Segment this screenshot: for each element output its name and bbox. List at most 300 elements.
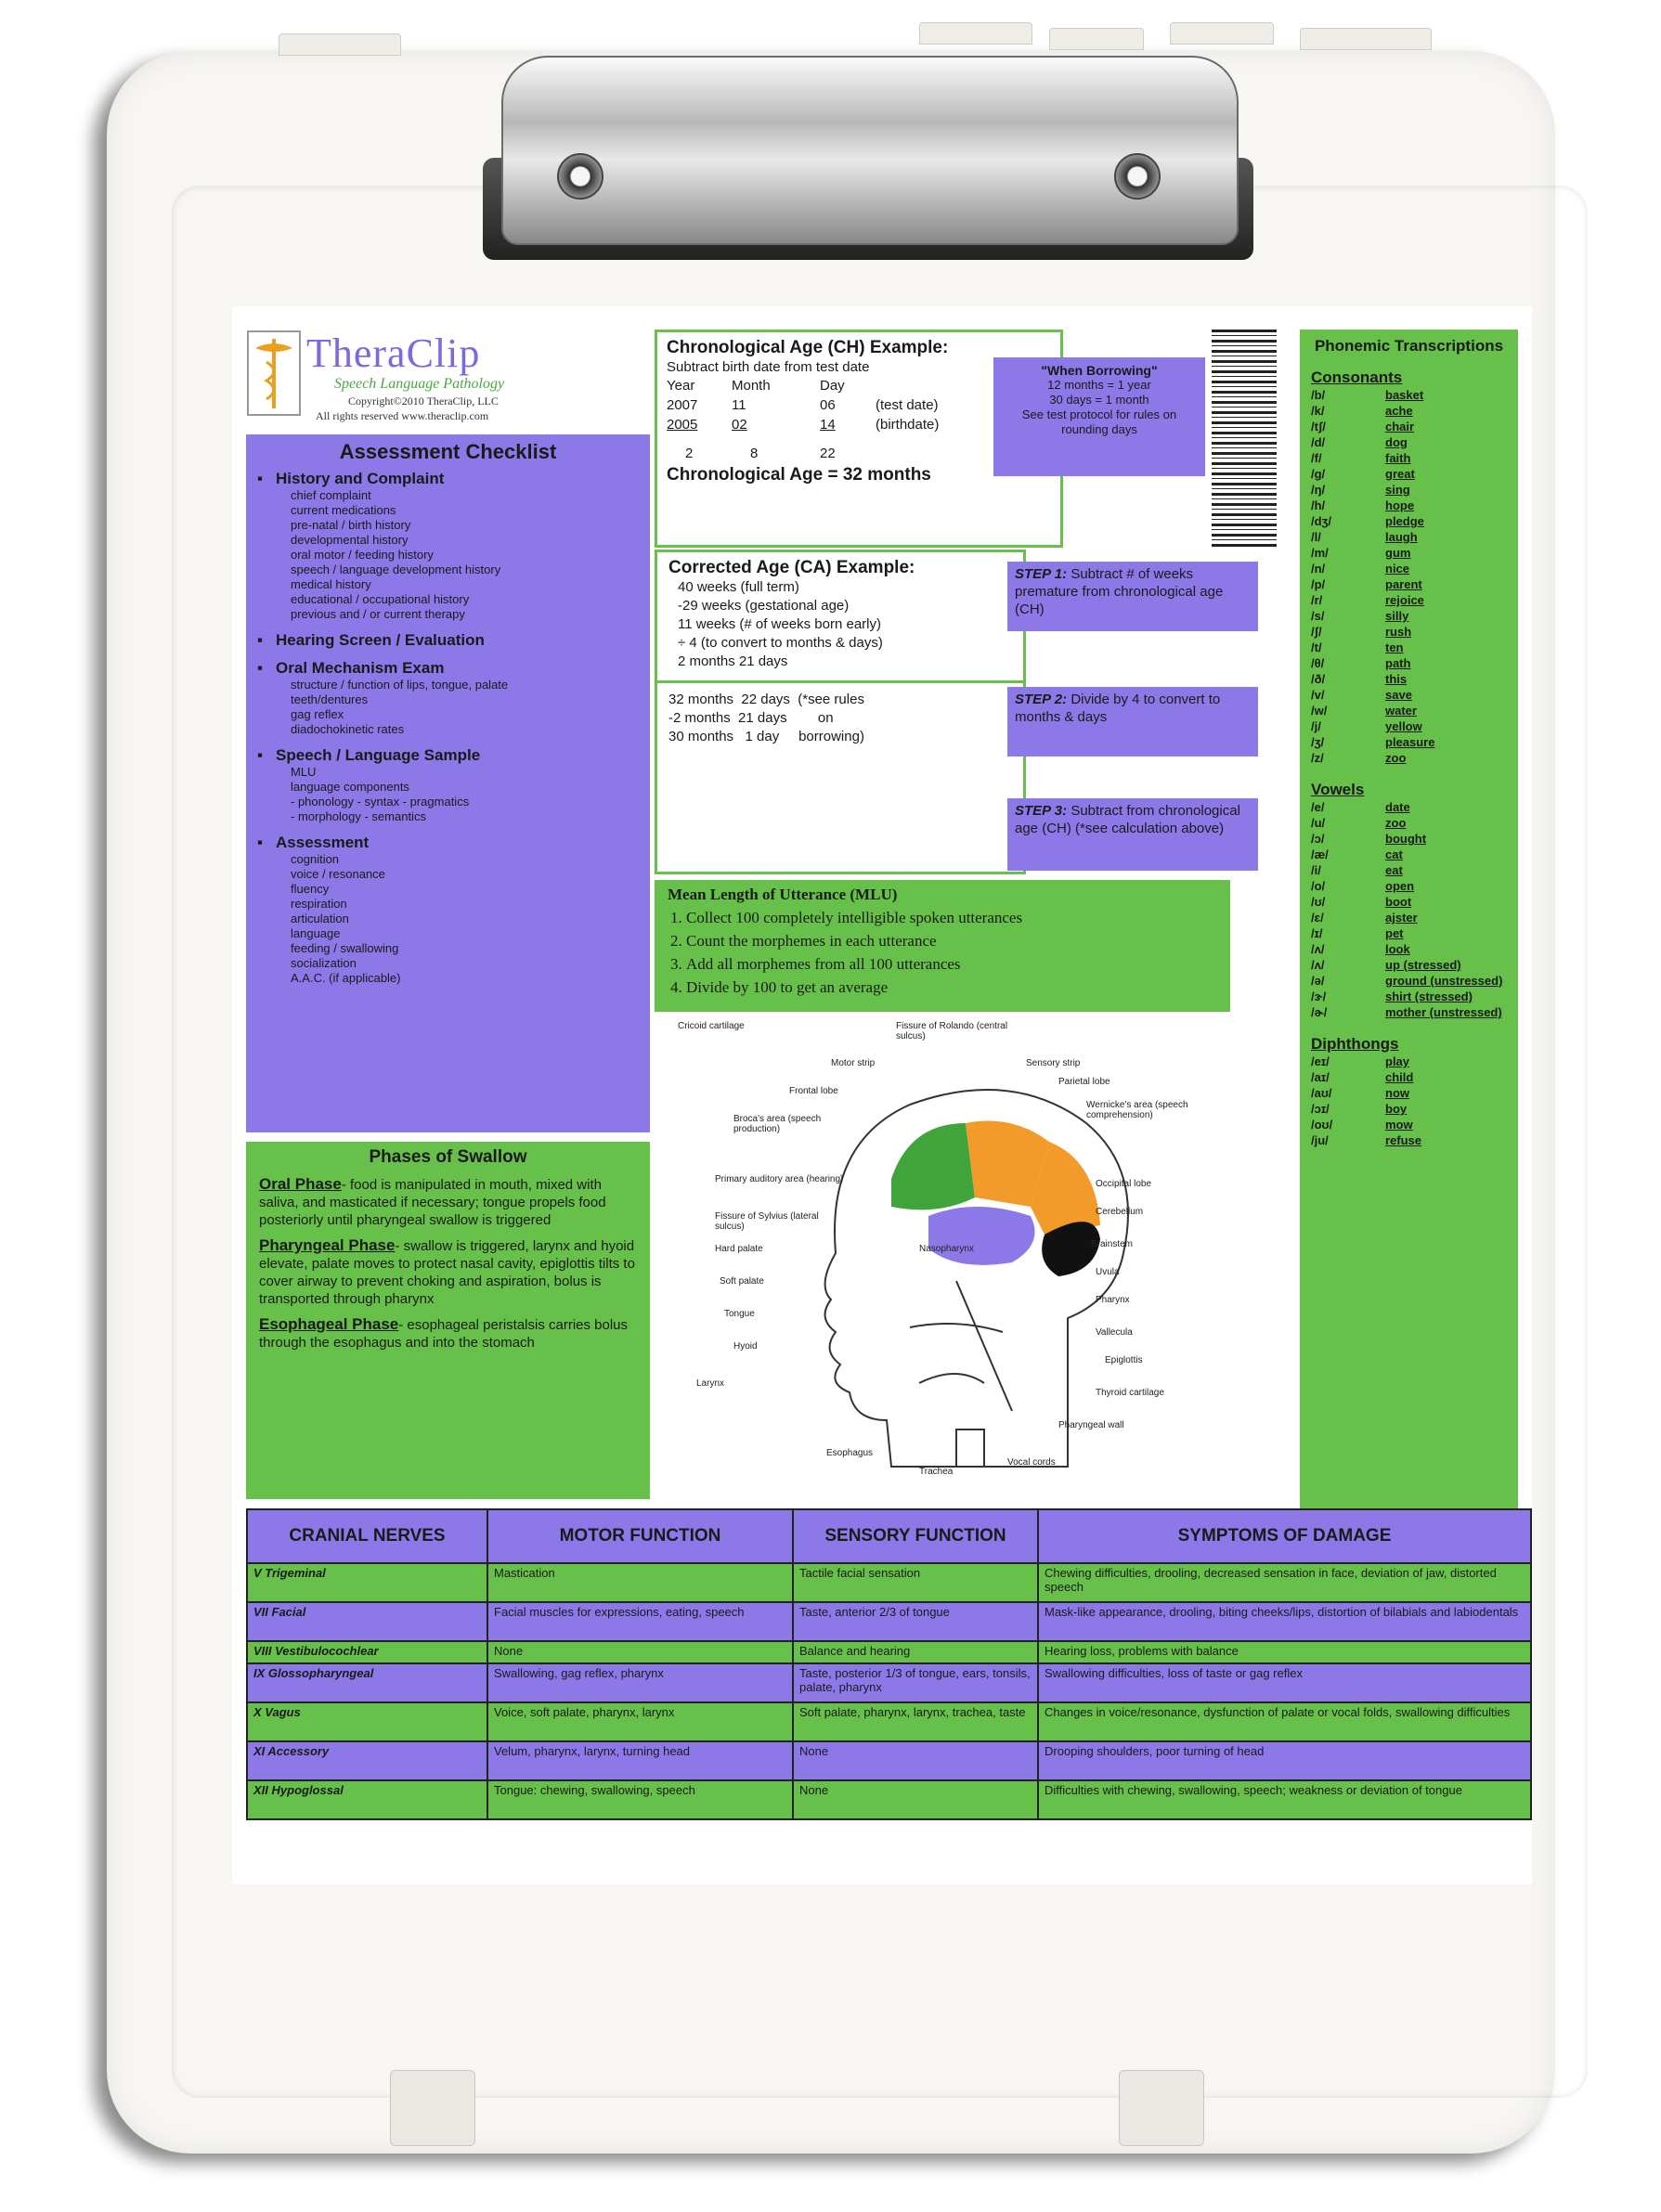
checklist-item: gag reflex bbox=[291, 707, 344, 721]
ca-lines bbox=[668, 578, 1012, 671]
phoneme-symbol: /i/ bbox=[1311, 863, 1321, 877]
phoneme-row bbox=[1311, 957, 1507, 973]
checklist-item: speech / language development history bbox=[291, 563, 501, 576]
checklist-item: MLU bbox=[291, 765, 317, 779]
phase-text: - esophageal peristalsis carries bolus through the esophagus and into the stomach bbox=[259, 1317, 629, 1351]
phoneme-example: ground (unstressed) bbox=[1385, 974, 1503, 988]
borrowing-line: See test protocol for rules on rounding days bbox=[1021, 407, 1177, 436]
checklist-item: educational / occupational history bbox=[291, 592, 470, 606]
phase-text: - food is manipulated in mouth, mixed with saliva, and masticated if necessary; tongue propels food posteriorly until pharyngeal swallow is triggered bbox=[259, 1177, 606, 1228]
anatomy-label: Pharynx bbox=[1096, 1295, 1130, 1305]
phoneme-example: great bbox=[1385, 467, 1415, 481]
phoneme-symbol: /ju/ bbox=[1311, 1133, 1329, 1147]
clipboard-tab bbox=[1049, 28, 1144, 50]
checklist-item: - phonology - syntax - pragmatics bbox=[291, 795, 470, 808]
phoneme-symbol: /oʊ/ bbox=[1311, 1118, 1333, 1132]
table-cell: Swallowing, gag reflex, pharynx bbox=[487, 1663, 793, 1702]
table-cell: XII Hypoglossal bbox=[247, 1780, 487, 1819]
anatomy-label: Occipital lobe bbox=[1096, 1179, 1152, 1189]
checklist-item: diadochokinetic rates bbox=[291, 722, 405, 736]
metal-clip[interactable] bbox=[501, 56, 1239, 245]
checklist-item: respiration bbox=[291, 897, 347, 911]
phoneme-row bbox=[1311, 482, 1507, 498]
anatomy-label: Brainstem bbox=[1091, 1239, 1134, 1249]
table-row bbox=[247, 1663, 1531, 1702]
phoneme-symbol: /tʃ/ bbox=[1311, 420, 1326, 433]
assessment-sections bbox=[257, 470, 639, 986]
phoneme-symbol: /ɚ/ bbox=[1311, 1005, 1328, 1019]
ch-cell: (birthdate) bbox=[876, 417, 940, 433]
step-text: Subtract from chronological age (CH) (*see calculation above) bbox=[1015, 803, 1240, 836]
borrowing-line: 12 months = 1 year bbox=[1047, 378, 1151, 392]
anatomy-label: Hard palate bbox=[715, 1244, 763, 1254]
table-cell: Taste, anterior 2/3 of tongue bbox=[793, 1602, 1038, 1641]
phoneme-example: boot bbox=[1385, 895, 1412, 909]
phoneme-symbol: /d/ bbox=[1311, 435, 1326, 449]
phoneme-example: cat bbox=[1385, 847, 1403, 861]
phoneme-example: pledge bbox=[1385, 514, 1424, 528]
phoneme-row bbox=[1311, 513, 1507, 529]
phoneme-symbol: /o/ bbox=[1311, 879, 1326, 893]
checklist-item: language components bbox=[291, 780, 409, 794]
phoneme-example: chair bbox=[1385, 420, 1415, 433]
step-2-box bbox=[1007, 687, 1258, 757]
borrowing-line: 30 days = 1 month bbox=[1049, 393, 1149, 407]
brand-name: TheraClip bbox=[306, 330, 481, 376]
phoneme-example: ten bbox=[1385, 640, 1404, 654]
clipboard-tab bbox=[1300, 28, 1432, 50]
checklist-item: chief complaint bbox=[291, 488, 371, 502]
phoneme-row bbox=[1311, 718, 1507, 734]
table-cell: IX Glossopharyngeal bbox=[247, 1663, 487, 1702]
phoneme-row bbox=[1311, 750, 1507, 766]
ca-calculation bbox=[657, 680, 1023, 746]
table-cell: Mastication bbox=[487, 1563, 793, 1602]
ch-cell: 2007 bbox=[667, 397, 698, 413]
phoneme-row bbox=[1311, 450, 1507, 466]
phoneme-row bbox=[1311, 403, 1507, 419]
ch-cell: 2005 bbox=[667, 417, 698, 433]
when-borrowing-box bbox=[993, 357, 1205, 476]
anatomy-label: Soft palate bbox=[720, 1276, 764, 1287]
table-cell: Tactile facial sensation bbox=[793, 1563, 1038, 1602]
ca-calc-line: 32 months 22 days (*see rules bbox=[668, 692, 864, 707]
ca-calc-line: -2 months 21 days on bbox=[668, 710, 834, 726]
anatomy-label: Wernicke's area (speech comprehension) bbox=[1086, 1100, 1188, 1120]
ca-line: -29 weeks (gestational age) bbox=[678, 598, 850, 614]
anatomy-label: Broca's area (speech production) bbox=[733, 1114, 822, 1134]
anatomy-label: Epiglottis bbox=[1105, 1355, 1143, 1365]
diphthongs-label: Diphthongs bbox=[1311, 1035, 1399, 1053]
phoneme-row bbox=[1311, 545, 1507, 561]
clipboard-tab bbox=[1170, 22, 1274, 45]
phoneme-example: pet bbox=[1385, 926, 1404, 940]
checklist-item: structure / function of lips, tongue, palate bbox=[291, 678, 509, 692]
phoneme-symbol: /ɔ/ bbox=[1311, 832, 1325, 846]
table-cell: Changes in voice/resonance, dysfunction of palate or vocal folds, swallowing difficulties bbox=[1038, 1702, 1531, 1741]
step-text: Subtract # of weeks premature from chronological age (CH) bbox=[1015, 566, 1224, 617]
phoneme-row bbox=[1311, 1101, 1507, 1117]
checklist-item: current medications bbox=[291, 503, 396, 517]
phoneme-symbol: /dʒ/ bbox=[1311, 514, 1332, 528]
phoneme-symbol: /t/ bbox=[1311, 640, 1322, 654]
phoneme-symbol: /m/ bbox=[1311, 546, 1329, 560]
table-cell: VII Facial bbox=[247, 1602, 487, 1641]
anatomy-label: Fissure of Sylvius (lateral sulcus) bbox=[715, 1211, 819, 1232]
ch-col: Day bbox=[820, 378, 845, 394]
phoneme-row bbox=[1311, 434, 1507, 450]
phoneme-row bbox=[1311, 608, 1507, 624]
phoneme-row bbox=[1311, 831, 1507, 847]
table-cell: Balance and hearing bbox=[793, 1641, 1038, 1663]
phoneme-example: mother (unstressed) bbox=[1385, 1005, 1502, 1019]
table-cell: XI Accessory bbox=[247, 1741, 487, 1780]
assessment-title: Assessment Checklist bbox=[339, 440, 557, 463]
phoneme-symbol: /b/ bbox=[1311, 388, 1326, 402]
clipboard-tab bbox=[919, 22, 1032, 45]
rivet-icon bbox=[557, 153, 603, 200]
phoneme-row bbox=[1311, 815, 1507, 831]
phoneme-symbol: /ɪ/ bbox=[1311, 926, 1323, 940]
phoneme-example: now bbox=[1385, 1086, 1409, 1100]
phoneme-row bbox=[1311, 1004, 1507, 1020]
hinge bbox=[390, 2070, 475, 2146]
ch-cell: 11 bbox=[732, 397, 746, 413]
swallow-phases bbox=[259, 1175, 637, 1352]
phoneme-example: refuse bbox=[1385, 1133, 1422, 1147]
phoneme-example: water bbox=[1385, 704, 1417, 718]
vowels-label: Vowels bbox=[1311, 781, 1365, 798]
ch-cell: 02 bbox=[732, 417, 747, 433]
phoneme-example: look bbox=[1385, 942, 1410, 956]
phoneme-row bbox=[1311, 1132, 1507, 1148]
anatomy-label: Nasopharynx bbox=[919, 1244, 974, 1254]
phoneme-row bbox=[1311, 640, 1507, 655]
table-cell: V Trigeminal bbox=[247, 1563, 487, 1602]
table-row bbox=[247, 1641, 1531, 1663]
phoneme-row bbox=[1311, 561, 1507, 576]
hinge bbox=[1119, 2070, 1204, 2146]
anatomy-label: Sensory strip bbox=[1026, 1058, 1081, 1068]
ch-cell: 06 bbox=[820, 397, 836, 413]
anatomy-label: Esophagus bbox=[826, 1448, 874, 1458]
mlu-title: Mean Length of Utterance (MLU) bbox=[668, 886, 898, 903]
anatomy-label: Cerebellum bbox=[1096, 1207, 1144, 1217]
step-3-box bbox=[1007, 798, 1258, 871]
table-row bbox=[247, 1741, 1531, 1780]
phoneme-example: play bbox=[1385, 1054, 1410, 1068]
step-1-box bbox=[1007, 562, 1258, 631]
phoneme-symbol: /ʌ/ bbox=[1311, 942, 1325, 956]
checklist-item: previous and / or current therapy bbox=[291, 607, 465, 621]
phase-name: Esophageal Phase bbox=[259, 1315, 399, 1333]
phoneme-example: faith bbox=[1385, 451, 1411, 465]
checklist-item: developmental history bbox=[291, 533, 409, 547]
phoneme-example: yellow bbox=[1385, 719, 1422, 733]
phoneme-row bbox=[1311, 1117, 1507, 1132]
phoneme-row bbox=[1311, 941, 1507, 957]
table-header: SENSORY FUNCTION bbox=[793, 1509, 1038, 1563]
table-row bbox=[247, 1602, 1531, 1641]
phoneme-example: shirt (stressed) bbox=[1385, 990, 1473, 1003]
phoneme-symbol: /ɔɪ/ bbox=[1311, 1102, 1330, 1116]
phoneme-symbol: /aɪ/ bbox=[1311, 1070, 1330, 1084]
phoneme-symbol: /j/ bbox=[1311, 719, 1321, 733]
phoneme-example: eat bbox=[1385, 863, 1403, 877]
phonemic-title: Phonemic Transcriptions bbox=[1314, 337, 1504, 355]
checklist-item: language bbox=[291, 926, 341, 940]
table-cell: Hearing loss, problems with balance bbox=[1038, 1641, 1531, 1663]
phoneme-symbol: /l/ bbox=[1311, 530, 1321, 544]
checklist-heading: ▪ Assessment bbox=[257, 834, 639, 852]
phase-text: - swallow is triggered, larynx and hyoid elevate, palate moves to protect nasal cavity, epiglottis tilts to cover airway to prevent choking and aspiration, bolus is transported through pharynx bbox=[259, 1238, 635, 1307]
table-cell: Voice, soft palate, pharynx, larynx bbox=[487, 1702, 793, 1741]
phoneme-row bbox=[1311, 1054, 1507, 1069]
table-cell: Soft palate, pharynx, larynx, trachea, taste bbox=[793, 1702, 1038, 1741]
ch-result: 22 bbox=[820, 446, 836, 461]
table-cell: Tongue: chewing, swallowing, speech bbox=[487, 1780, 793, 1819]
phases-of-swallow bbox=[246, 1142, 650, 1499]
rights: All rights reserved www.theraclip.com bbox=[316, 409, 489, 422]
phoneme-symbol: /h/ bbox=[1311, 498, 1326, 512]
phoneme-row bbox=[1311, 925, 1507, 941]
phoneme-row bbox=[1311, 592, 1507, 608]
phoneme-example: hope bbox=[1385, 498, 1415, 512]
cranial-nerves-table bbox=[246, 1508, 1532, 1880]
ca-calc-line: 30 months 1 day borrowing) bbox=[668, 729, 864, 744]
phoneme-symbol: /v/ bbox=[1311, 688, 1325, 702]
phoneme-row bbox=[1311, 576, 1507, 592]
phoneme-example: child bbox=[1385, 1070, 1414, 1084]
phoneme-example: gum bbox=[1385, 546, 1411, 560]
phoneme-example: mow bbox=[1385, 1118, 1413, 1132]
phoneme-symbol: /w/ bbox=[1311, 704, 1328, 718]
phoneme-row bbox=[1311, 847, 1507, 862]
phoneme-symbol: /eɪ/ bbox=[1311, 1054, 1330, 1068]
phoneme-row bbox=[1311, 529, 1507, 545]
phoneme-example: zoo bbox=[1385, 816, 1407, 830]
checklist-item: feeding / swallowing bbox=[291, 941, 399, 955]
phoneme-row bbox=[1311, 703, 1507, 718]
anatomy-label: Frontal lobe bbox=[789, 1086, 838, 1096]
phoneme-row bbox=[1311, 387, 1507, 403]
caduceus-icon bbox=[246, 330, 302, 418]
table-cell: None bbox=[487, 1641, 793, 1663]
copyright: Copyright©2010 TheraClip, LLC bbox=[348, 395, 499, 407]
anatomy-label: Vallecula bbox=[1096, 1327, 1133, 1338]
phoneme-symbol: /æ/ bbox=[1311, 847, 1329, 861]
phoneme-example: silly bbox=[1385, 609, 1409, 623]
table-cell: Facial muscles for expressions, eating, speech bbox=[487, 1602, 793, 1641]
ch-title: Chronological Age (CH) Example: bbox=[667, 338, 949, 357]
consonants-label: Consonants bbox=[1311, 369, 1403, 386]
anatomy-label: Thyroid cartilage bbox=[1096, 1388, 1164, 1398]
step-label: STEP 2: bbox=[1015, 692, 1068, 707]
phoneme-example: laugh bbox=[1385, 530, 1418, 544]
phoneme-row bbox=[1311, 655, 1507, 671]
phoneme-example: nice bbox=[1385, 562, 1410, 576]
table-cell: VIII Vestibulocochlear bbox=[247, 1641, 487, 1663]
phoneme-symbol: /θ/ bbox=[1311, 656, 1325, 670]
phoneme-symbol: /ʌ/ bbox=[1311, 958, 1325, 972]
phoneme-symbol: /f/ bbox=[1311, 451, 1322, 465]
table-cell: Chewing difficulties, drooling, decreased sensation in face, deviation of jaw, distorted speech bbox=[1038, 1563, 1531, 1602]
anatomy-label: Uvula bbox=[1096, 1267, 1120, 1277]
step-label: STEP 1: bbox=[1015, 566, 1068, 582]
ch-result: 2 bbox=[685, 446, 694, 461]
ca-line: 2 months 21 days bbox=[678, 653, 788, 669]
phoneme-row bbox=[1311, 973, 1507, 989]
theraclip-logo bbox=[246, 330, 655, 432]
checklist-item: articulation bbox=[291, 912, 349, 925]
phoneme-example: zoo bbox=[1385, 751, 1407, 765]
phoneme-symbol: /g/ bbox=[1311, 467, 1326, 481]
mlu-step: 2. Count the morphemes in each utterance bbox=[686, 929, 1217, 952]
step-text: Divide by 4 to convert to months & days bbox=[1015, 692, 1221, 725]
phonemic-transcriptions bbox=[1300, 330, 1518, 1508]
table-header: MOTOR FUNCTION bbox=[487, 1509, 793, 1563]
table-cell: X Vagus bbox=[247, 1702, 487, 1741]
table-cell: None bbox=[793, 1741, 1038, 1780]
checklist-item: teeth/dentures bbox=[291, 692, 369, 706]
table-row bbox=[247, 1563, 1531, 1602]
mlu-box bbox=[655, 880, 1230, 1012]
table-cell: Velum, pharynx, larynx, turning head bbox=[487, 1741, 793, 1780]
phoneme-symbol: /n/ bbox=[1311, 562, 1326, 576]
phoneme-example: rejoice bbox=[1385, 593, 1424, 607]
head-anatomy-illustration bbox=[678, 1021, 1235, 1504]
ch-col: Month bbox=[732, 378, 771, 394]
anatomy-label: Parietal lobe bbox=[1058, 1077, 1110, 1087]
phoneme-row bbox=[1311, 1085, 1507, 1101]
ch-instruction: Subtract birth date from test date bbox=[667, 359, 870, 375]
checklist-heading: ▪ Hearing Screen / Evaluation bbox=[257, 631, 639, 650]
borrowing-title: "When Borrowing" bbox=[1041, 363, 1158, 378]
table-cell: Taste, posterior 1/3 of tongue, ears, tonsils, palate, pharynx bbox=[793, 1663, 1038, 1702]
phoneme-row bbox=[1311, 671, 1507, 687]
phoneme-symbol: /ŋ/ bbox=[1311, 483, 1326, 497]
phoneme-row bbox=[1311, 862, 1507, 878]
phoneme-symbol: /ə/ bbox=[1311, 974, 1325, 988]
phoneme-symbol: /p/ bbox=[1311, 577, 1326, 591]
phoneme-row bbox=[1311, 687, 1507, 703]
barcode-icon bbox=[1212, 330, 1277, 548]
table-header: SYMPTOMS OF DAMAGE bbox=[1038, 1509, 1531, 1563]
phoneme-symbol: /ʒ/ bbox=[1311, 735, 1325, 749]
phoneme-example: parent bbox=[1385, 577, 1422, 591]
phoneme-symbol: /ʊ/ bbox=[1311, 895, 1326, 909]
swallow-phase bbox=[259, 1315, 637, 1352]
phoneme-example: dog bbox=[1385, 435, 1408, 449]
phoneme-example: basket bbox=[1385, 388, 1424, 402]
phoneme-row bbox=[1311, 894, 1507, 910]
rivet-icon bbox=[1114, 153, 1161, 200]
checklist-item: cognition bbox=[291, 852, 340, 866]
anatomy-label: Hyoid bbox=[733, 1341, 758, 1352]
checklist-item: socialization bbox=[291, 956, 357, 970]
ca-line: 40 weeks (full term) bbox=[678, 579, 799, 595]
table-row bbox=[247, 1780, 1531, 1819]
checklist-item: oral motor / feeding history bbox=[291, 548, 434, 562]
phoneme-symbol: /ð/ bbox=[1311, 672, 1326, 686]
phoneme-row bbox=[1311, 498, 1507, 513]
phoneme-symbol: /z/ bbox=[1311, 751, 1324, 765]
swallow-phase bbox=[259, 1175, 637, 1229]
phoneme-row bbox=[1311, 1069, 1507, 1085]
phoneme-example: rush bbox=[1385, 625, 1412, 639]
phoneme-example: open bbox=[1385, 879, 1415, 893]
phoneme-row bbox=[1311, 466, 1507, 482]
phoneme-example: ajster bbox=[1385, 911, 1418, 925]
checklist-item: voice / resonance bbox=[291, 867, 385, 881]
table-cell: Swallowing difficulties, loss of taste or gag reflex bbox=[1038, 1663, 1531, 1702]
table-cell: Drooping shoulders, poor turning of head bbox=[1038, 1741, 1531, 1780]
phoneme-example: bought bbox=[1385, 832, 1427, 846]
corrected-age-box bbox=[655, 550, 1026, 874]
checklist-heading: ▪ Oral Mechanism Exam bbox=[257, 659, 639, 678]
phoneme-example: date bbox=[1385, 800, 1410, 814]
phoneme-symbol: /ɛ/ bbox=[1311, 911, 1324, 925]
phoneme-row bbox=[1311, 799, 1507, 815]
checklist-heading: ▪ History and Complaint bbox=[257, 470, 639, 488]
phoneme-symbol: /u/ bbox=[1311, 816, 1326, 830]
phoneme-symbol: /ʃ/ bbox=[1311, 625, 1322, 639]
step-label: STEP 3: bbox=[1015, 803, 1068, 819]
checklist-heading: ▪ Speech / Language Sample bbox=[257, 746, 639, 765]
checklist-item: medical history bbox=[291, 577, 371, 591]
phoneme-example: sing bbox=[1385, 483, 1410, 497]
reference-sheet bbox=[232, 306, 1532, 1884]
ca-title: Corrected Age (CA) Example: bbox=[668, 558, 915, 577]
anatomy-label: Trachea bbox=[919, 1467, 954, 1477]
tagline: Speech Language Pathology bbox=[334, 376, 505, 392]
phoneme-symbol: /e/ bbox=[1311, 800, 1325, 814]
anatomy-label: Pharyngeal wall bbox=[1058, 1420, 1124, 1430]
anatomy-label: Motor strip bbox=[831, 1058, 876, 1068]
phoneme-symbol: /aʊ/ bbox=[1311, 1086, 1332, 1100]
phoneme-row bbox=[1311, 878, 1507, 894]
checklist-item: fluency bbox=[291, 882, 330, 896]
phoneme-symbol: /ɝ/ bbox=[1311, 990, 1327, 1003]
table-cell: Difficulties with chewing, swallowing, speech; weakness or deviation of tongue bbox=[1038, 1780, 1531, 1819]
anatomy-label: Larynx bbox=[696, 1378, 725, 1389]
checklist-item: pre-natal / birth history bbox=[291, 518, 411, 532]
phoneme-example: this bbox=[1385, 672, 1408, 686]
phoneme-example: up (stressed) bbox=[1385, 958, 1461, 972]
ch-summary: Chronological Age = 32 months bbox=[667, 465, 931, 485]
phoneme-row bbox=[1311, 989, 1507, 1004]
table-cell: Mask-like appearance, drooling, biting cheeks/lips, distortion of bilabials and labiodentals bbox=[1038, 1602, 1531, 1641]
table-row bbox=[247, 1702, 1531, 1741]
anatomy-label: Vocal cords bbox=[1007, 1457, 1056, 1468]
mlu-step: 3. Add all morphemes from all 100 utterances bbox=[686, 952, 1217, 976]
ch-col: Year bbox=[667, 378, 695, 394]
ch-cell: (test date) bbox=[876, 397, 939, 413]
assessment-checklist bbox=[246, 434, 650, 1132]
clipboard-tab bbox=[279, 33, 401, 56]
phase-name: Pharyngeal Phase bbox=[259, 1236, 396, 1254]
brain-diagram bbox=[678, 1021, 1235, 1504]
phoneme-symbol: /k/ bbox=[1311, 404, 1325, 418]
phoneme-example: ache bbox=[1385, 404, 1413, 418]
phoneme-example: boy bbox=[1385, 1102, 1408, 1116]
ca-line: 11 weeks (# of weeks born early) bbox=[678, 616, 881, 632]
swallow-title: Phases of Swallow bbox=[369, 1147, 527, 1167]
anatomy-label: Fissure of Rolando (central sulcus) bbox=[896, 1021, 1008, 1041]
checklist-item: A.A.C. (if applicable) bbox=[291, 971, 401, 985]
phoneme-row bbox=[1311, 624, 1507, 640]
phoneme-example: save bbox=[1385, 688, 1412, 702]
